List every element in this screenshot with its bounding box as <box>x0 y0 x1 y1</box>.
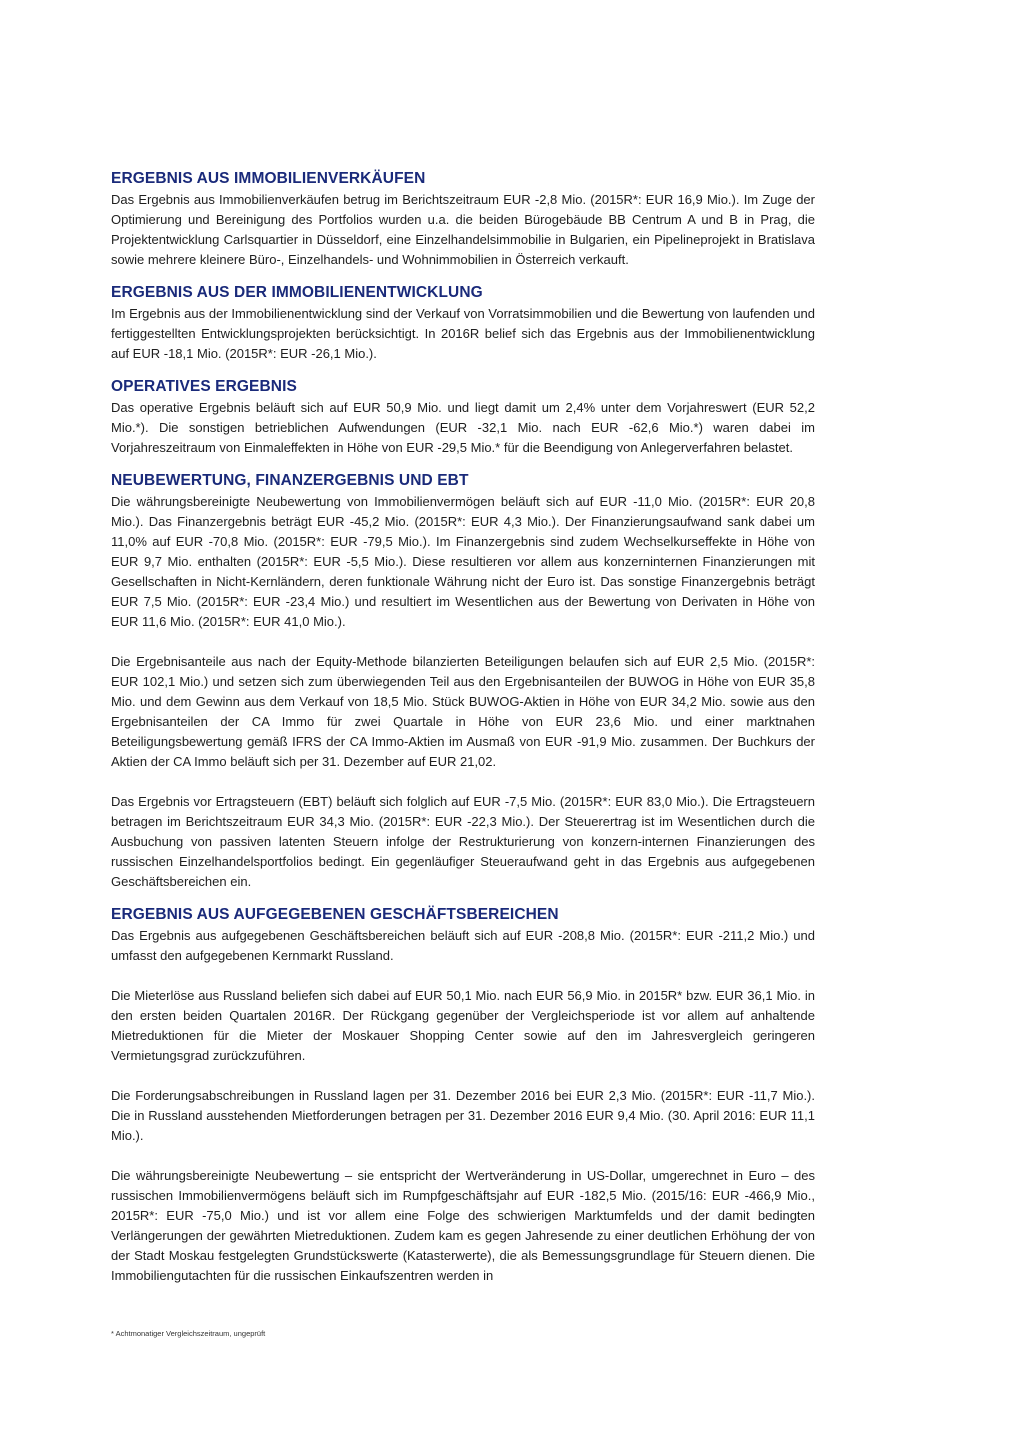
paragraph: Die Mieterlöse aus Russland beliefen sich dabei auf EUR 50,1 Mio. nach EUR 56,9 Mio. in 2015R* bzw. EUR 36,1 Mio. in den ersten beiden Quartalen 2016R. Der Rückgang gegenüber der Vergleichsperiode ist vor allem auf anhaltende Mietreduktionen für die Mieter der Moskauer Shopping Center sowie auf den im Jahresvergleich geringeren Vermietungsgrad zurückzuführen. <box>111 988 815 1063</box>
paragraph: Die Ergebnisanteile aus nach der Equity-Methode bilanzierten Beteiligungen belaufen sich auf EUR 2,5 Mio. (2015R*: EUR 102,1 Mio.) und setzen sich zum überwiegenden Teil aus den Ergebnisanteilen der BUWOG in Höhe von EUR 35,8 Mio. und dem Gewinn aus dem Verkauf von 18,5 Mio. Stück BUWOG-Aktien in Höhe von EUR 34,2 Mio. sowie aus den Ergebnisanteilen der CA Immo für zwei Quartale in Höhe von EUR 23,6 Mio. und einer marktnahen Beteiligungsbewertung gemäß IFRS der CA Immo-Aktien im Ausmaß von EUR -91,9 Mio. zusammen. Der Buchkurs der Aktien der CA Immo beläuft sich per 31. Dezember auf EUR 21,02. <box>111 654 815 769</box>
section-heading: OPERATIVES ERGEBNIS <box>111 378 297 395</box>
footnote: * Achtmonatiger Vergleichszeitraum, ungeprüft <box>111 1329 266 1338</box>
paragraph: Die währungsbereinigte Neubewertung – sie entspricht der Wertveränderung in US-Dollar, umgerechnet in Euro – des russischen Immobilienvermögens beläuft sich im Rumpfgeschäftsjahr auf EUR -182,5 Mio. (2015/16: EUR -466,9 Mio., 2015R*: EUR -75,0 Mio.) und ist vor allem eine Folge des schwierigen Marktumfelds und der damit bedingten Verlängerungen der gewährten Mietreduktionen. Zudem kam es gegen Jahresende zu einer deutlichen Erhöhung der von der Stadt Moskau festgelegten Grundstückswerte (Katasterwerte), die als Bemessungsgrundlage für Steuern dienen. Die Immobiliengutachten für die russischen Einkaufszentren werden in <box>111 1168 815 1283</box>
paragraph: Im Ergebnis aus der Immobilienentwicklung sind der Verkauf von Vorratsimmobilien und die Bewertung von laufenden und fertiggestellten Entwicklungsprojekten berücksichtigt. In 2016R belief sich das Ergebnis aus der Immobilienentwicklung auf EUR -18,1 Mio. (2015R*: EUR -26,1 Mio.). <box>111 306 815 361</box>
paragraph: Das Ergebnis aus aufgegebenen Geschäftsbereichen beläuft sich auf EUR -208,8 Mio. (2015R*: EUR -211,2 Mio.) und umfasst den aufgegebenen Kernmarkt Russland. <box>111 928 815 963</box>
section-neubewertung <box>111 470 815 892</box>
paragraph: Die währungsbereinigte Neubewertung von Immobilienvermögen beläuft sich auf EUR -11,0 Mio. (2015R*: EUR 20,8 Mio.). Das Finanzergebnis beträgt EUR -45,2 Mio. (2015R*: EUR 4,3 Mio.). Der Finanzierungsaufwand sank dabei um 11,0% auf EUR -70,8 Mio. (2015R*: EUR -79,5 Mio.). Im Finanzergebnis sind zudem Wechselkurseffekte in Höhe von EUR 9,7 Mio. enthalten (2015R*: EUR -5,5 Mio.). Diese resultieren vor allem aus konzerninternen Finanzierungen mit Gesellschaften in Nicht-Kernländern, deren funktionale Währung nicht der Euro ist. Das sonstige Finanzergebnis beträgt EUR 7,5 Mio. (2015R*: EUR -23,4 Mio.) und resultiert im Wesentlichen aus der Bewertung von Derivaten in Höhe von EUR 11,6 Mio. (2015R*: EUR 41,0 Mio.). <box>111 494 815 629</box>
paragraph: Das Ergebnis vor Ertragsteuern (EBT) beläuft sich folglich auf EUR -7,5 Mio. (2015R*: EUR 83,0 Mio.). Die Ertragsteuern betragen im Berichtszeitraum EUR 34,3 Mio. (2015R*: EUR -22,3 Mio.). Der Steuerertrag ist im Wesentlichen durch die Ausbuchung von passiven latenten Steuern infolge der Restrukturierung von konzern-internen Finanzierungen des russischen Einzelhandelsportfolios bedingt. Ein gegenläufiger Steueraufwand geht in das Ergebnis aus aufgegebenen Geschäftsbereichen ein. <box>111 794 815 889</box>
paragraph: Das Ergebnis aus Immobilienverkäufen betrug im Berichtszeitraum EUR -2,8 Mio. (2015R*: EUR 16,9 Mio.). Im Zuge der Optimierung und Bereinigung des Portfolios wurden u.a. die beiden Bürogebäude BB Centrum A und B in Prag, die Projektentwicklung Carlsquartier in Düsseldorf, eine Einzelhandelsimmobilie in Bulgarien, ein Pipelineprojekt in Bratislava sowie mehrere kleinere Büro-, Einzelhandels- und Wohnimmobilien in Österreich verkauft. <box>111 192 815 267</box>
paragraph: Das operative Ergebnis beläuft sich auf EUR 50,9 Mio. und liegt damit um 2,4% unter dem Vorjahreswert (EUR 52,2 Mio.*). Die sonstigen betrieblichen Aufwendungen (EUR -32,1 Mio. nach EUR -62,6 Mio.*) waren dabei im Vorjahreszeitraum von Einmaleffekten in Höhe von EUR -29,5 Mio.* für die Beendigung von Anlegerverfahren belastet. <box>111 400 815 455</box>
document-body <box>111 168 815 1286</box>
section-aufgegebene-geschaeftsbereiche <box>111 904 815 1286</box>
section-heading: ERGEBNIS AUS IMMOBILIENVERKÄUFEN <box>111 170 426 187</box>
section-operatives-ergebnis <box>111 376 815 458</box>
section-heading: ERGEBNIS AUS DER IMMOBILIENENTWICKLUNG <box>111 284 483 301</box>
section-heading: ERGEBNIS AUS AUFGEGEBENEN GESCHÄFTSBEREICHEN <box>111 906 559 923</box>
section-immobilienentwicklung <box>111 282 815 364</box>
paragraph: Die Forderungsabschreibungen in Russland lagen per 31. Dezember 2016 bei EUR 2,3 Mio. (2015R*: EUR -11,7 Mio.). Die in Russland ausstehenden Mietforderungen betragen per 31. Dezember 2016 EUR 9,4 Mio. (30. April 2016: EUR 11,1 Mio.). <box>111 1088 815 1143</box>
section-heading: NEUBEWERTUNG, FINANZERGEBNIS UND EBT <box>111 472 469 489</box>
section-immobilienverkaeufe <box>111 168 815 270</box>
